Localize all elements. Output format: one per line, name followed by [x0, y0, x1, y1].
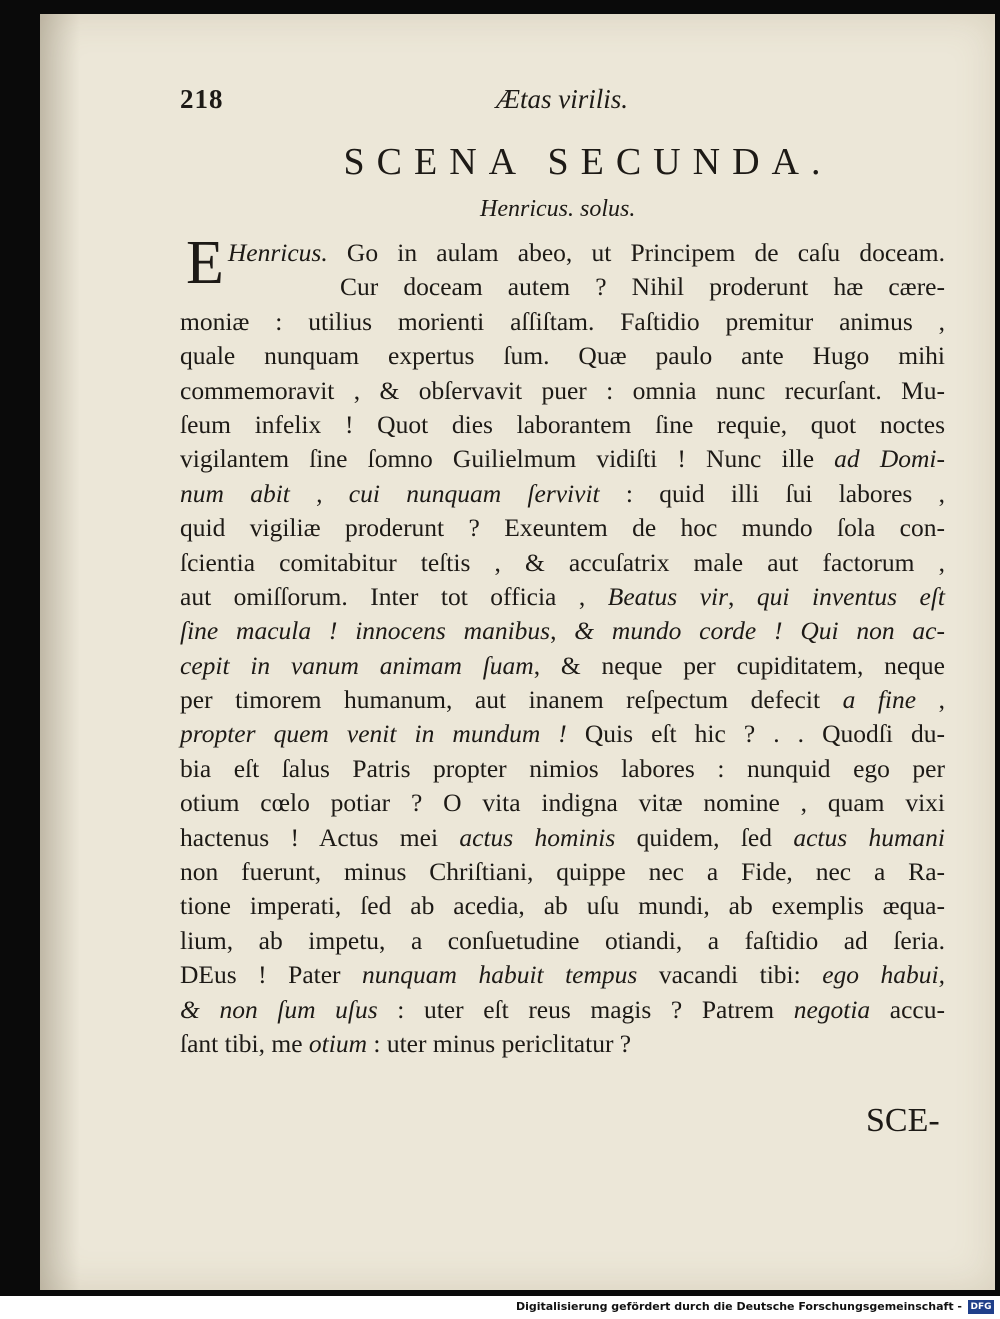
text-line	[180, 580, 945, 614]
text-line	[180, 717, 945, 751]
text-line	[180, 339, 945, 373]
page-number: 218	[180, 84, 224, 114]
roman-text: ſeum infelix ! Quot dies laborantem ſine requie, quot noctes	[180, 409, 945, 439]
roman-text: vigilantem ſine ſomno Guilielmum vidiſti ! Nunc ille	[180, 444, 835, 474]
italic-text: ſine macula ! innocens manibus	[180, 616, 551, 646]
text-line	[180, 546, 945, 580]
text-line	[180, 889, 945, 923]
roman-text: quid vigiliæ proderunt ? Exeuntem de hoc mundo ſola con-	[180, 513, 945, 543]
italic-text: & non ſum uſus	[180, 994, 378, 1024]
roman-text: lium, ab impetu, a conſuetudine otiandi, a faſtidio ad ſeria.	[180, 925, 945, 955]
italic-text: negotia	[793, 994, 871, 1024]
roman-text: bia eſt ſalus Patris propter nimios labores : nunquid ego per	[180, 753, 945, 783]
scene-title: SCENA SECUNDA.	[343, 141, 833, 183]
text-line	[180, 305, 945, 339]
italic-text: actus hominis	[459, 822, 616, 852]
roman-text: DEus ! Pater	[180, 960, 363, 990]
text-line	[180, 993, 945, 1027]
running-title: Ætas virilis.	[496, 84, 629, 114]
running-head	[180, 84, 666, 124]
roman-text: ſcientia comitabitur teſtis , & accuſatrix male aut factorum ,	[180, 547, 945, 577]
text-line	[180, 511, 945, 545]
roman-text: : uter eſt reus magis ? Patrem	[377, 994, 794, 1024]
roman-text: moniæ : utilius morienti aſſiſtam. Faſtidio premitur animus ,	[180, 306, 945, 336]
text-line	[180, 408, 945, 442]
catchword: SCE-	[866, 1102, 940, 1139]
text-line	[180, 958, 945, 992]
italic-text: Beatus vir	[607, 581, 729, 611]
text-line	[180, 821, 945, 855]
roman-text: per timorem humanum, aut inanem reſpectum defecit	[180, 685, 843, 715]
roman-text: quale nunquam expertus ſum. Quæ paulo ante Hugo mihi	[180, 341, 945, 371]
text-line	[180, 683, 945, 717]
roman-text: ſant tibi, me	[180, 1028, 309, 1058]
digitization-footer	[0, 1296, 1000, 1319]
roman-text: non fuerunt, minus Chriſtiani, quippe nec a Fide, nec a Ra-	[180, 857, 945, 887]
drop-initial: E	[186, 229, 224, 297]
italic-text: ad Domi-	[834, 444, 945, 474]
body-text	[180, 229, 946, 1061]
roman-text: vacandi tibi:	[637, 960, 823, 990]
roman-text: : quid illi ſui labores ,	[599, 478, 945, 508]
roman-text: tione imperati, ſed ab acedia, ab uſu mundi, ab exemplis æqua-	[180, 891, 945, 921]
roman-text: quidem, ſed	[615, 822, 794, 852]
text-line	[180, 614, 945, 648]
italic-text: ego habui,	[822, 960, 945, 990]
roman-text: ,	[550, 616, 575, 646]
italic-text: propter quem venit in mundum !	[180, 719, 567, 749]
roman-text: Cur doceam autem ? Nihil proderunt hæ cære-	[340, 272, 945, 302]
text-line	[180, 374, 945, 408]
text-line	[180, 270, 945, 304]
dramatis-personae: Henricus. solus.	[480, 196, 636, 222]
roman-text: Quis eſt hic ? . . Quodſi du-	[566, 719, 946, 749]
italic-text: num abit , cui nunquam ſervivit	[180, 478, 600, 508]
roman-text: : uter minus periclitatur ?	[367, 1028, 632, 1058]
italic-text: actus humani	[793, 822, 945, 852]
text-line	[180, 477, 945, 511]
text-line	[180, 924, 945, 958]
text-line	[180, 1027, 945, 1061]
roman-text: accu-	[870, 994, 945, 1024]
roman-text: otium cœlo potiar ? O vita indigna vitæ nomine , quam vixi	[180, 788, 945, 818]
roman-text: hactenus ! Actus mei	[180, 822, 460, 852]
book-page	[40, 14, 995, 1290]
roman-text: ,	[728, 581, 757, 611]
roman-text: commemoravit , & obſervavit puer : omnia nunc recurſant. Mu-	[180, 375, 945, 405]
text-line	[180, 752, 945, 786]
speaker-name: Henricus.	[227, 238, 347, 267]
roman-text: Go in aulam abeo, ut Principem de caſu doceam.	[346, 238, 946, 267]
italic-text: nunquam habuit tempus	[362, 960, 638, 990]
italic-text: a fine	[842, 685, 917, 715]
italic-text: qui inventus eſt	[756, 581, 945, 611]
roman-text: ,	[916, 685, 945, 715]
text-line	[180, 855, 945, 889]
text-line	[180, 649, 945, 683]
roman-text: , & neque per cupiditatem, neque	[533, 650, 946, 680]
page-gutter-shadow	[40, 14, 80, 1290]
dfg-logo: DFG	[968, 1300, 994, 1314]
italic-text: otium	[308, 1028, 367, 1058]
text-line	[180, 442, 945, 476]
funding-credit: Digitalisierung gefördert durch die Deutsche Forschungsgemeinschaft -	[515, 1300, 962, 1313]
roman-text: aut omiſſorum. Inter tot officia ,	[180, 581, 608, 611]
text-line	[180, 786, 945, 820]
italic-text: cepit in vanum animam ſuam	[180, 650, 534, 680]
italic-text: & mundo corde ! Qui non ac-	[574, 616, 945, 646]
